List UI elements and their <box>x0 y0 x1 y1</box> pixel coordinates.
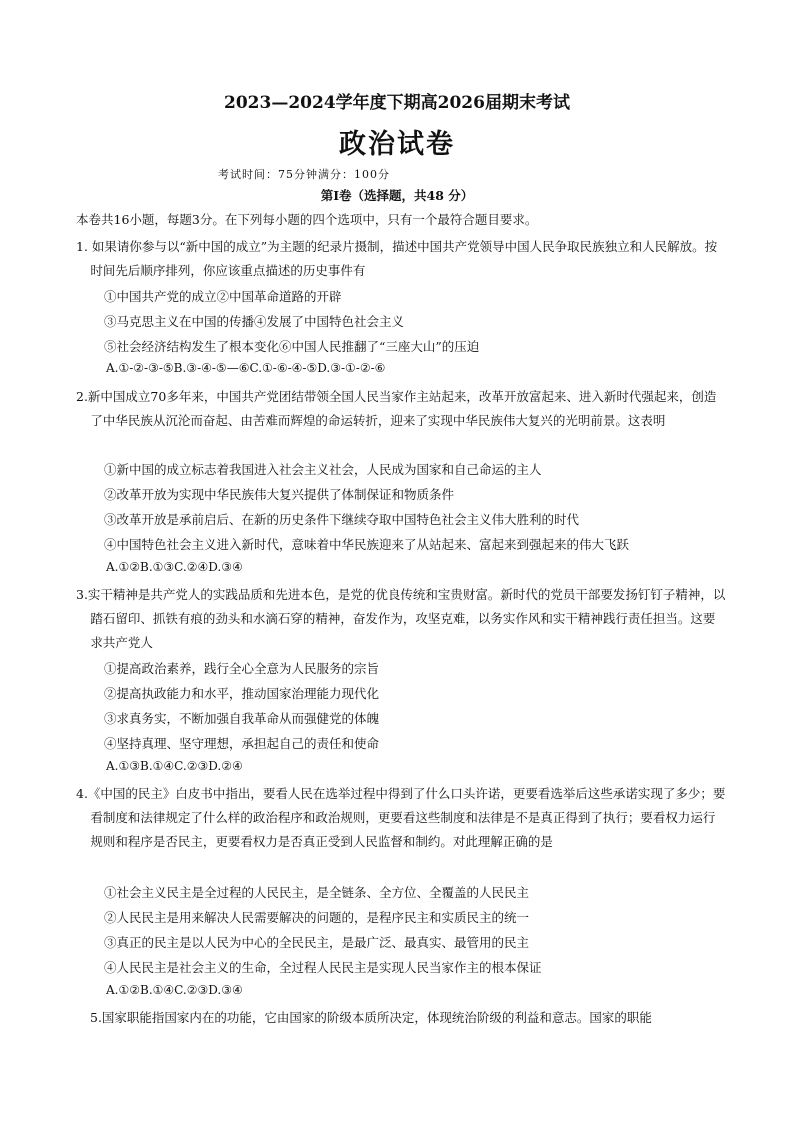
question-1 <box>76 235 726 283</box>
option-line: ③真正的民主是以人民为中心的全民民主，是最广泛、最真实、最管用的民主 <box>104 935 530 950</box>
option-line: ①新中国的成立标志着我国进入社会主义社会，人民成为国家和自己命运的主人 <box>104 462 542 477</box>
option-line: ④人民民主是社会主义的生命，全过程人民民主是实现人民当家作主的根本保证 <box>104 960 542 975</box>
option-line: ①中国共产党的成立②中国革命道路的开辟 <box>104 289 342 304</box>
answer-choices: A.①②B.①④C.②③D.③④ <box>106 983 243 997</box>
exam-title: 2023—2024学年度下期高2026届期末考试 <box>224 93 570 113</box>
answer-choices: A.①-②-③-⑤B.③-④-⑤—⑥C.①-⑥-④-⑤D.③-①-②-⑥ <box>106 361 386 375</box>
answer-choices: A.①②B.①③C.②④D.③④ <box>106 560 243 574</box>
option-line: ④中国特色社会主义进入新时代，意味着中华民族迎来了从站起来、富起来到强起来的伟大飞跃 <box>104 537 630 552</box>
question-stem: 1. 如果请你参与以“新中国的成立”为主题的纪录片摄制，描述中国共产党领导中国人民争取民族独立和人民解放。按时间先后顺序排列，你应该重点描述的历史事件有 <box>76 239 718 278</box>
question-4 <box>76 782 726 854</box>
option-line: ②提高执政能力和水平，推动国家治理能力现代化 <box>104 686 380 701</box>
subject-title: 政治试卷 <box>339 129 455 160</box>
option-line: ④坚持真理、坚守理想，承担起自己的责任和使命 <box>104 736 380 751</box>
option-line: ③马克思主义在中国的传播④发展了中国特色社会主义 <box>104 314 405 329</box>
exam-meta: 考试时间：75分钟满分：100分 <box>218 168 390 181</box>
question-stem: 3.实干精神是共产党人的实践品质和先进本色，是党的优良传统和宝贵财富。新时代的党员干部要发扬钉钉子精神，以踏石留印、抓铁有痕的劲头和水滴石穿的精神，奋发作为，攻坚克难，以务实作风和实干精神践行责任担当。这要求共产党人 <box>76 587 726 650</box>
answer-choices: A.①③B.①④C.②③D.②④ <box>106 759 243 773</box>
question-stem: 5.国家职能指国家内在的功能，它由国家的阶级本质所决定，体现统治阶级的利益和意志。国家的职能 <box>90 1010 652 1025</box>
option-line: ①提高政治素养，践行全心全意为人民服务的宗旨 <box>104 661 380 676</box>
option-line: ②改革开放为实现中华民族伟大复兴提供了体制保证和物质条件 <box>104 487 455 502</box>
instructions: 本卷共16小题，每题3分。在下列每小题的四个选项中，只有一个最符合题目要求。 <box>76 212 538 227</box>
question-3 <box>76 583 726 655</box>
question-2 <box>76 385 726 433</box>
option-line: ③求真务实，不断加强自我革命从而强健党的体魄 <box>104 711 380 726</box>
option-line: ③改革开放是承前启后、在新的历史条件下继续夺取中国特色社会主义伟大胜利的时代 <box>104 512 580 527</box>
section-heading: 第Ⅰ卷（选择题，共48 分） <box>320 188 474 203</box>
option-line: ②人民民主是用来解决人民需要解决的问题的，是程序民主和实质民主的统一 <box>104 910 530 925</box>
option-line: ①社会主义民主是全过程的人民民主，是全链条、全方位、全覆盖的人民民主 <box>104 885 530 900</box>
question-stem: 4.《中国的民主》白皮书中指出，要看人民在选举过程中得到了什么口头许诺，更要看选举后这些承诺实现了多少；要看制度和法律规定了什么样的政治程序和政治规则，更要看这些制度和法律是不是真正得到了执行；要看权力运行规则和程序是否民主，更要看权力是否真正受到人民监督和制约。对此理解正确的是 <box>76 786 726 849</box>
option-line: ⑤社会经济结构发生了根本变化⑥中国人民推翻了“三座大山”的压迫 <box>104 339 480 354</box>
question-stem: 2.新中国成立70多年来，中国共产党团结带领全国人民当家作主站起来，改革开放富起来、进入新时代强起来，创造了中华民族从沉沦而奋起、由苦难而辉煌的命运转折，迎来了实现中华民族伟大复兴的光明前景。这表明 <box>76 389 717 428</box>
question-5 <box>90 1006 740 1030</box>
